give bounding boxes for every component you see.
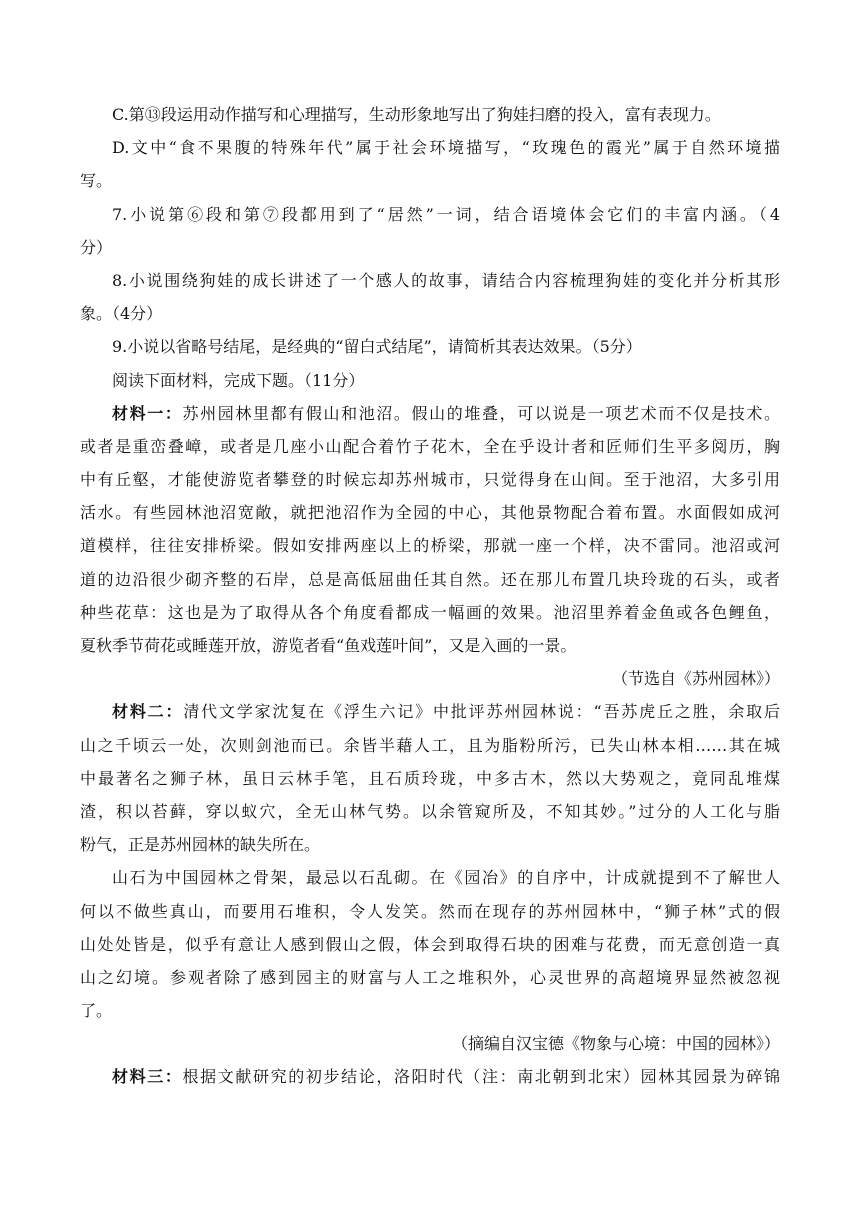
material-1-line-8: 夏秋季节荷花或睡莲开放，游览者看“鱼戏莲叶间”，又是入画的一景。: [80, 636, 577, 655]
option-c: C.第⑬段运用动作描写和心理描写，生动形象地写出了狗娃扫磨的投入，富有表现力。: [112, 105, 721, 124]
material-1-line-4: 活水。有些园林池沼宽敞，就把池沼作为全园的中心，其他景物配合着布置。水面假如成河: [80, 503, 780, 523]
question-7-line-1: 7.小说第⑥段和第⑦段都用到了“居然”一词，结合语境体会它们的丰富内涵。（4: [112, 204, 780, 224]
material-2-text: 清代文学家沈复在《浮生六记》中批评苏州园林说：“吾苏虎丘之胜，余取后: [183, 702, 780, 722]
material-3-text: 根据文献研究的初步结论，洛阳时代（注：南北朝到北宋）园林其园景为碎锦: [182, 1067, 780, 1087]
material-3-line-1: [80, 1060, 780, 1093]
material-1-line-1: [80, 397, 780, 430]
material-2-line-3: 中最著名之狮子林，虽日云林手笔，且石质玲珑，中多古木，然以大势观之，竟同乱堆煤: [80, 768, 780, 788]
option-d-line-2: 写。: [80, 171, 113, 191]
material-1-text: 苏州园林里都有假山和池沼。假山的堆叠，可以说是一项艺术而不仅是技术。: [182, 403, 780, 423]
material-2-line-4: 渣，积以苔藓，穿以蚁穴，全无山林气势。以余管窥所及，不知其妙。”过分的人工化与脂: [80, 801, 780, 821]
question-7-line-2: 分）: [80, 237, 113, 257]
material-2-line-1: [80, 695, 780, 728]
material-3-label: 材料三：: [112, 1067, 183, 1087]
question-9: 9.小说以省略号结尾，是经典的“留白式结尾”，请简析其表达效果。（5分）: [112, 337, 642, 357]
material-1-source: （节选自《苏州园林》）: [611, 669, 780, 689]
material-1-line-5: 道模样，往往安排桥梁。假如安排两座以上的桥梁，那就一座一个样，决不雷同。池沼或河: [80, 536, 780, 556]
material-2-para2-line-3: 山处处皆是，似乎有意让人感到假山之假，体会到取得石块的困难与花费，而无意创造一真: [80, 934, 780, 954]
material-2-para2-line-4: 山之幻境。参观者除了感到园主的财富与人工之堆积外，心灵世界的高超境界显然被忽视: [80, 967, 780, 987]
material-1-line-3: 中有丘壑，才能使游览者攀登的时候忘却苏州城市，只觉得身在山间。至于池沼，大多引用: [80, 470, 780, 490]
material-2-para2-line-2: 何以不做些真山，而要用石堆积，令人发笑。然而在现存的苏州园林中，“狮子林”式的假: [80, 901, 780, 921]
material-2-label: 材料二：: [112, 702, 184, 722]
material-2-source: （摘编自汉宝德《物象与心境：中国的园林》）: [451, 1034, 780, 1054]
material-2-para2-line-1: 山石为中国园林之骨架，最忌以石乱砌。在《园冶》的自序中，计成就提到不了解世人: [112, 868, 780, 888]
reading-instruction: 阅读下面材料，完成下题。（11分）: [112, 370, 365, 390]
material-2-para2-line-5: 了。: [80, 1001, 113, 1021]
material-1-line-7: 种些花草：这也是为了取得从各个角度看都成一幅画的效果。池沼里养着金鱼或各色鲤鱼，: [80, 602, 780, 622]
document-page: [80, 98, 780, 1094]
question-8-line-2: 象。（4分）: [80, 304, 163, 324]
option-d-line-1: D.文中“食不果腹的特殊年代”属于社会环境描写，“玫瑰色的霞光”属于自然环境描: [112, 138, 780, 158]
material-1-label: 材料一：: [112, 403, 183, 423]
question-8-line-1: 8.小说围绕狗娃的成长讲述了一个感人的故事，请结合内容梳理狗娃的变化并分析其形: [112, 270, 780, 290]
material-1-line-6: 道的边沿很少砌齐整的石岸，总是高低屈曲任其自然。还在那儿布置几块玲珑的石头，或者: [80, 569, 780, 589]
material-2-line-5: 粉气，正是苏州园林的缺失所在。: [80, 835, 321, 855]
material-1-line-2: 或者是重峦叠嶂，或者是几座小山配合着竹子花木，全在乎设计者和匠师们生平多阅历，胸: [80, 436, 780, 456]
material-2-line-2: 山之千顷云一处，次则剑池而已。余皆半藉人工，且为脂粉所污，已失山林本相……其在城: [80, 735, 780, 755]
